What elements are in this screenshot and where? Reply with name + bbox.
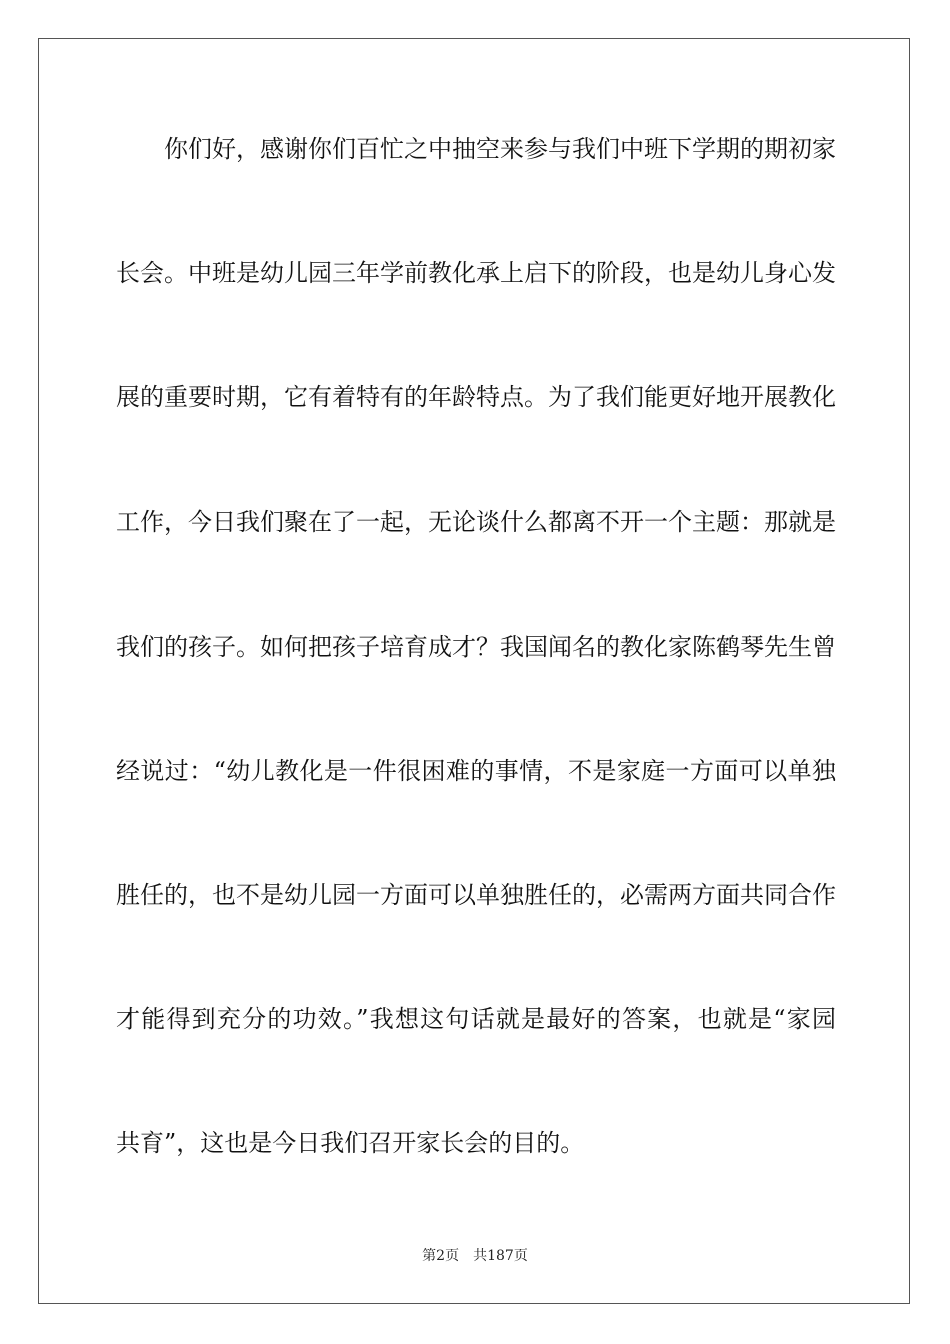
page-number: 第2页 xyxy=(422,1248,460,1264)
page-border xyxy=(38,38,910,1304)
paragraph-line: 工作，今日我们聚在了一起，无论谈什么都离不开一个主题：那就是 xyxy=(116,508,836,536)
paragraph-line: 才能得到充分的功效。”我想这句话就是最好的答案，也就是“家园 xyxy=(116,1005,836,1033)
page-total: 共187页 xyxy=(473,1248,528,1264)
paragraph-line: 胜任的，也不是幼儿园一方面可以单独胜任的，必需两方面共同合作 xyxy=(116,881,836,909)
page-footer xyxy=(0,1247,950,1265)
paragraph-line: 经说过：“幼儿教化是一件很困难的事情，不是家庭一方面可以单独 xyxy=(116,757,836,785)
paragraph-line: 你们好，感谢你们百忙之中抽空来参与我们中班下学期的期初家 xyxy=(164,135,836,163)
paragraph-line: 我们的孩子。如何把孩子培育成才？我国闻名的教化家陈鹤琴先生曾 xyxy=(116,633,836,661)
paragraph-line: 展的重要时期，它有着特有的年龄特点。为了我们能更好地开展教化 xyxy=(116,383,836,411)
paragraph-line: 共育”，这也是今日我们召开家长会的目的。 xyxy=(116,1129,585,1157)
paragraph-line: 长会。中班是幼儿园三年学前教化承上启下的阶段，也是幼儿身心发 xyxy=(116,259,836,287)
